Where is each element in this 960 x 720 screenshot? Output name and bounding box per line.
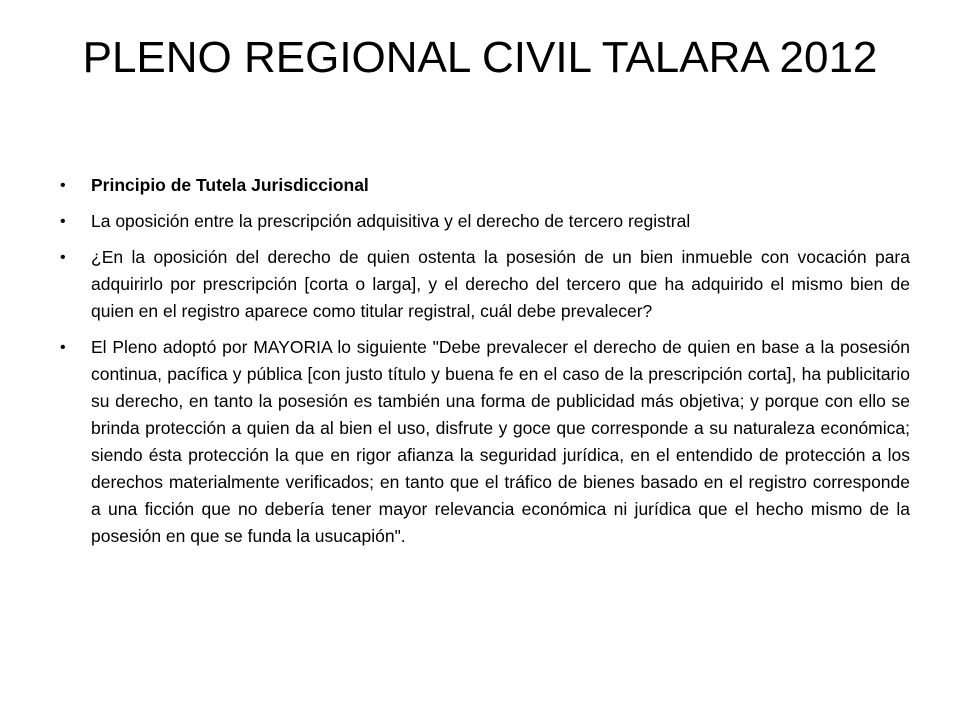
bullet-icon: • xyxy=(60,339,66,356)
bullet-item-question xyxy=(60,244,910,325)
bullet-item-topic xyxy=(60,208,910,235)
bullet-icon: • xyxy=(60,177,66,194)
bullet-icon: • xyxy=(60,249,66,266)
slide-title: PLENO REGIONAL CIVIL TALARA 2012 xyxy=(82,33,878,82)
bullet-text: Principio de Tutela Jurisdiccional xyxy=(91,175,369,195)
bullet-item-resolution xyxy=(60,334,910,550)
bullet-list xyxy=(60,172,910,559)
bullet-text: ¿En la oposición del derecho de quien ostenta la posesión de un bien inmueble con vocación para adquirirlo por prescripción [corta o larga], y el derecho del tercero que ha adquirido el mismo bien de quien en el registro aparece como titular registral, cuál debe prevalecer? xyxy=(91,247,910,321)
bullet-icon: • xyxy=(60,213,66,230)
bullet-item-principle xyxy=(60,172,910,199)
bullet-text: El Pleno adoptó por MAYORIA lo siguiente "Debe prevalecer el derecho de quien en base a la posesión continua, pacífica y pública [con justo título y buena fe en el caso de la prescripción corta], ha publicitario su derecho, en tanto la posesión es también una forma de publicidad más objetiva; y porque con ello se brinda protección a quien da al bien el uso, disfrute y goce que corresponde a su naturaleza económica; siendo ésta protección la que en rigor afianza la seguridad jurídica, en el entendido de protección a los derechos materialmente verificados; en tanto que el tráfico de bienes basado en el registro corresponde a una ficción que no debería tener mayor relevancia económica ni jurídica que el hecho mismo de la posesión en que se funda la usucapión". xyxy=(91,337,910,546)
bullet-text: La oposición entre la prescripción adquisitiva y el derecho de tercero registral xyxy=(91,211,691,231)
